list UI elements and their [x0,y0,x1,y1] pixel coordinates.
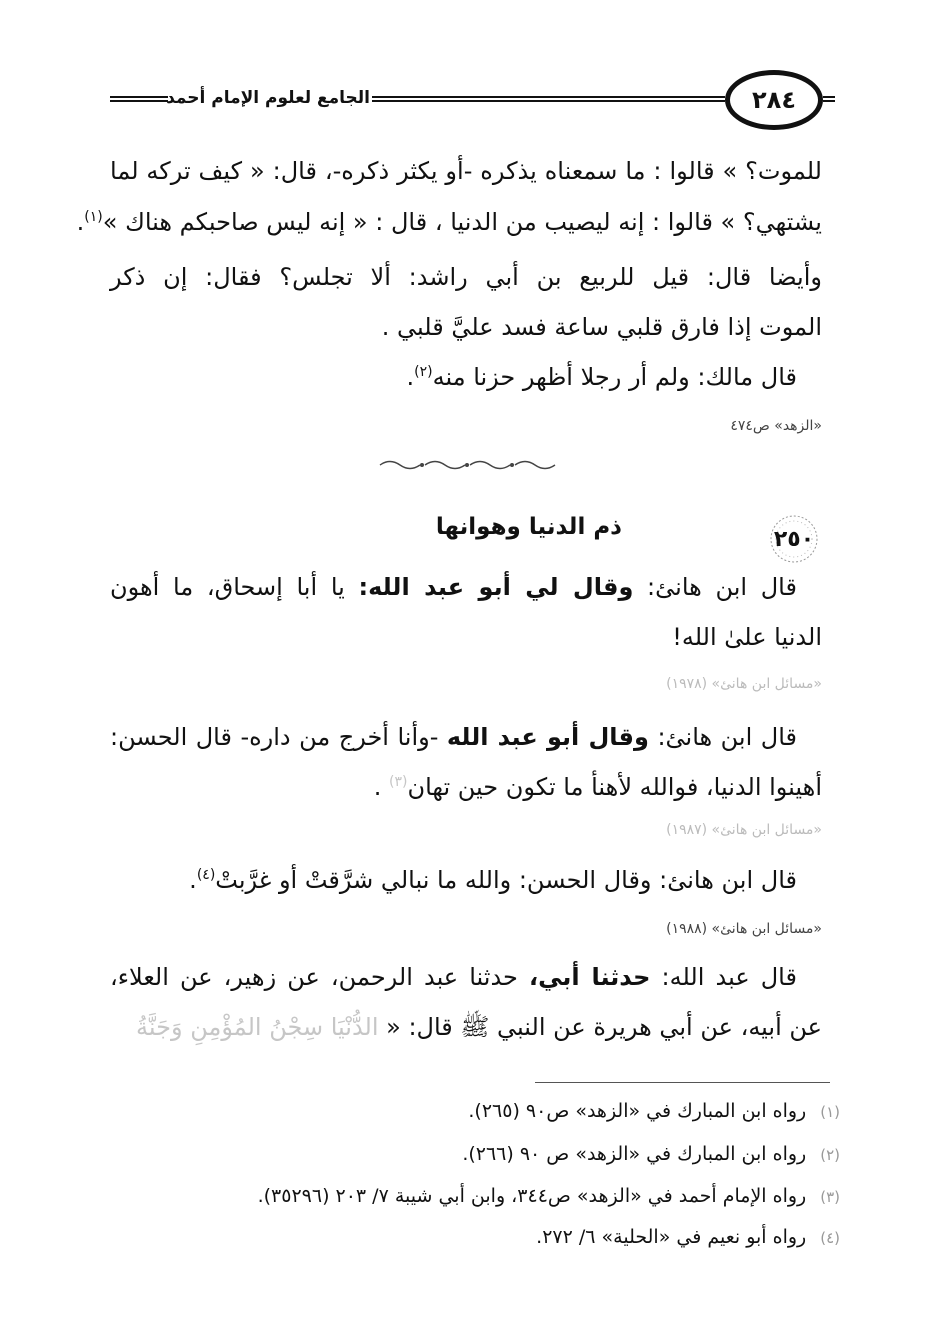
footnote: (٤)رواه أبو نعيم في «الحلية» ٦/ ٢٧٢. [536,1226,840,1248]
source-citation: «مسائل ابن هانئ» (١٩٧٨) [666,676,822,692]
page-number: ٢٨٤ [725,70,823,130]
footnote-mark[interactable]: (٣) [388,774,408,790]
section-title: ذم الدنيا وهوانها [435,514,622,540]
footnote-separator [535,1082,830,1083]
text-line: عن أبيه، عن أبي هريرة عن النبي ﷺ قال: « الدُّنْيَا سِجْنُ المُؤْمِنِ وَجَنَّةُ [136,1013,822,1041]
source-citation: «مسائل ابن هانئ» (١٩٨٨) [666,921,822,937]
text-line: قال ابن هانئ: وقال أبو عبد الله -وأنا أخرج من داره- قال الحسن: [110,723,797,751]
footnote: (٢)رواه ابن المبارك في «الزهد» ص ٩٠ (٢٦٦). [462,1143,840,1165]
footnote-mark[interactable]: (٤) [196,867,216,883]
text-line: قال ابن هانئ: وقال الحسن: والله ما نبالي شرَّقتْ أو غرَّبتْ$^{(٤)}$. [189,866,797,894]
footnote: (٣)رواه الإمام أحمد في «الزهد» ص٣٤٤، وابن أبي شيبة ٧/ ٢٠٣ (٣٥٢٩٦). [257,1185,840,1207]
text-line: الدنيا علىٰ الله! [672,623,822,651]
source-citation: «مسائل ابن هانئ» (١٩٨٧) [666,822,822,838]
text-line: للموت؟ » قالوا : ما سمعناه يذكره -أو يكثر ذكره-، قال: « كيف تركه لما [110,157,822,185]
book-title: الجامع لعلوم الإمام أحمد [166,88,370,108]
text-line: يشتهي؟ » قالوا : إنه ليصيب من الدنيا ، قال : « إنه ليس صاحبكم هناك »$^{(١)}$. [76,208,822,236]
text-line: قال مالك: ولم أر رجلا أظهر حزنا منه$^{(٢)}$. [406,363,797,391]
text-line: وأيضا قال: قيل للربيع بن أبي راشد: ألا تجلس؟ فقال: إن ذكر [110,263,822,291]
header-rule-right [372,96,725,102]
footnote: (١)رواه ابن المبارك في «الزهد» ص٩٠ (٢٦٥). [468,1100,840,1122]
header-rule-tail [823,96,835,102]
footnote-mark[interactable]: (١) [84,209,103,225]
ornament-divider [370,458,570,476]
header-rule-left [110,96,168,102]
text-line: قال ابن هانئ: وقال لي أبو عبد الله: يا أبا إسحاق، ما أهون [110,573,797,601]
text-line: قال عبد الله: حدثنا أبي، حدثنا عبد الرحمن، عن زهير، عن العلاء، [110,963,797,991]
section-number-badge: ٢٥٠ [752,513,836,565]
footnote-mark[interactable]: (٢) [414,364,433,380]
text-line: أهينوا الدنيا، فوالله لأهنأ ما تكون حين تهان$^{(٣)}$ . [373,773,822,801]
source-citation: «الزهد» ص٤٧٤ [730,418,822,434]
text-line: الموت إذا فارق قلبي ساعة فسد عليَّ قلبي . [381,313,822,341]
